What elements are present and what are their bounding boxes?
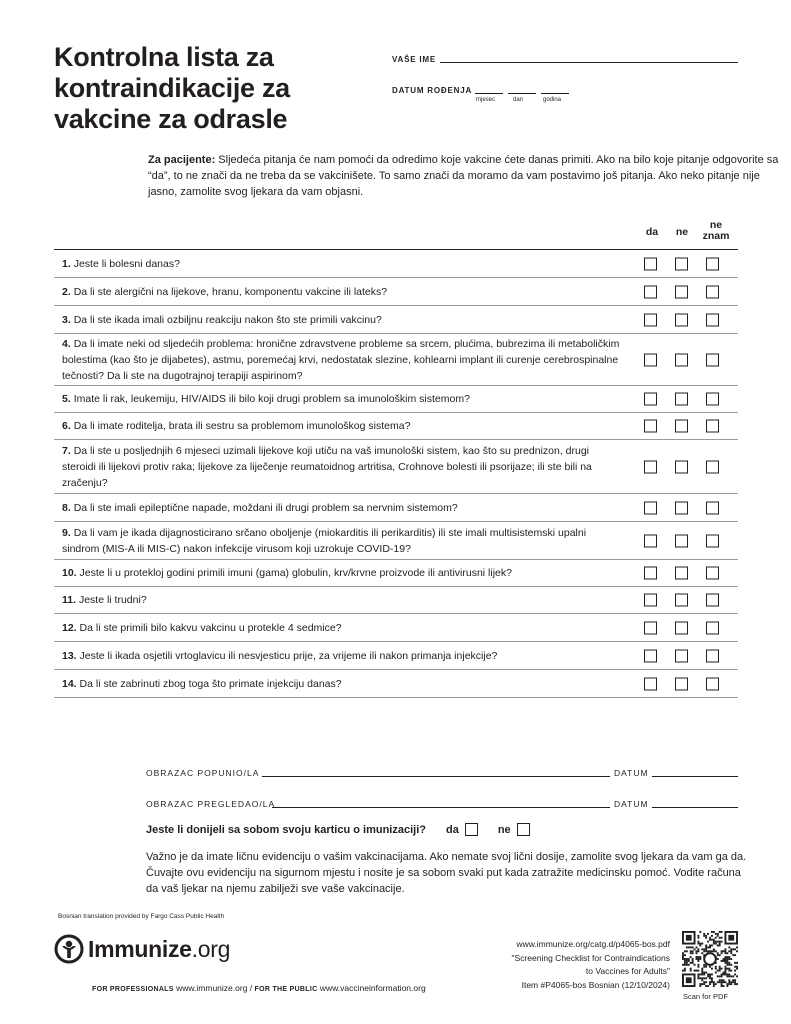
checkbox-yes[interactable] bbox=[644, 420, 657, 433]
answer-checkboxes bbox=[644, 649, 737, 662]
question-text bbox=[54, 525, 624, 557]
checkbox-no[interactable] bbox=[675, 501, 688, 514]
intro-paragraph bbox=[148, 152, 784, 200]
checkbox-unknown[interactable] bbox=[706, 285, 719, 298]
question-body: Da li vam je ikada dijagnosticirano srčano oboljenje (miokarditis ili perikarditis) ili ste imali multisistemski upalni sindrom (MIS-A ili MIS-C) nakon infekcije virusom koji uzrokuje COVID-19? bbox=[62, 526, 587, 555]
checkbox-unknown[interactable] bbox=[706, 257, 719, 270]
filled-date-field[interactable] bbox=[652, 776, 738, 777]
checkbox-yes[interactable] bbox=[644, 353, 657, 366]
question-number: 9. bbox=[62, 526, 71, 539]
checkbox-yes[interactable] bbox=[644, 285, 657, 298]
checkbox-unknown[interactable] bbox=[706, 534, 719, 547]
dob-day-label: dan bbox=[513, 97, 524, 103]
footer-links bbox=[92, 983, 426, 993]
scan-label: Scan for PDF bbox=[683, 992, 729, 1001]
question-text bbox=[54, 284, 624, 300]
checkbox-unknown[interactable] bbox=[706, 594, 719, 607]
checkbox-unknown[interactable] bbox=[706, 621, 719, 634]
pdf-url[interactable]: www.immunize.org/catg.d/p4065-bos.pdf bbox=[516, 939, 670, 949]
question-body: Da li ste zabrinuti zbog toga što primate injekciju danas? bbox=[79, 677, 342, 690]
question-number: 6. bbox=[62, 420, 71, 432]
checkbox-unknown[interactable] bbox=[706, 501, 719, 514]
answer-checkboxes bbox=[644, 534, 737, 547]
checkbox-no[interactable] bbox=[675, 257, 688, 270]
answer-checkboxes bbox=[644, 501, 737, 514]
question-text bbox=[54, 418, 624, 434]
dob-day-field[interactable] bbox=[508, 93, 536, 94]
question-row bbox=[54, 614, 738, 642]
footer-public-link[interactable]: www.vaccineinformation.org bbox=[319, 983, 426, 993]
question-number: 8. bbox=[62, 501, 71, 514]
checkbox-unknown[interactable] bbox=[706, 460, 719, 473]
question-text bbox=[54, 592, 624, 608]
answer-checkboxes bbox=[644, 677, 737, 690]
checkbox-yes[interactable] bbox=[644, 501, 657, 514]
checkbox-no[interactable] bbox=[675, 285, 688, 298]
checkbox-no[interactable] bbox=[675, 594, 688, 607]
checkbox-no[interactable] bbox=[675, 567, 688, 580]
checkbox-yes[interactable] bbox=[644, 567, 657, 580]
question-number: 4. bbox=[62, 337, 71, 350]
checkbox-no[interactable] bbox=[675, 393, 688, 406]
question-text bbox=[54, 500, 624, 516]
reviewed-date-label: DATUM bbox=[614, 799, 649, 809]
question-body: Da li ste alergični na lijekove, hranu, komponentu vakcine ili lateks? bbox=[73, 285, 388, 298]
answer-checkboxes bbox=[644, 353, 737, 366]
question-body: Jeste li bolesni danas? bbox=[73, 257, 180, 270]
checkbox-unknown[interactable] bbox=[706, 567, 719, 580]
dob-label: DATUM ROĐENJA bbox=[392, 86, 473, 95]
question-number: 3. bbox=[62, 313, 71, 326]
checkbox-yes[interactable] bbox=[644, 313, 657, 326]
checkbox-unknown[interactable] bbox=[706, 313, 719, 326]
question-row bbox=[54, 522, 738, 560]
dob-year-label: godina bbox=[543, 97, 562, 103]
questions-table bbox=[54, 249, 738, 698]
intro-lead: Za pacijente: bbox=[148, 154, 216, 166]
question-row bbox=[54, 278, 738, 306]
question-body: Jeste li ikada osjetili vrtoglavicu ili nesvjesticu prije, za vrijeme ili nakon primanja injekcije? bbox=[79, 649, 498, 662]
column-yes: da bbox=[645, 226, 659, 238]
footer-public-label: FOR THE PUBLIC bbox=[254, 986, 318, 993]
checkbox-no[interactable] bbox=[675, 621, 688, 634]
dob-month-field[interactable] bbox=[475, 93, 503, 94]
card-yes-checkbox[interactable] bbox=[465, 823, 478, 836]
filled-date-label: DATUM bbox=[614, 768, 649, 778]
checkbox-yes[interactable] bbox=[644, 677, 657, 690]
name-field[interactable] bbox=[440, 62, 738, 63]
filled-by-label: OBRAZAC POPUNIO/LA bbox=[146, 768, 260, 778]
card-question-text: Jeste li donijeli sa sobom svoju karticu o imunizaciji? bbox=[146, 823, 426, 836]
footer-pro-link[interactable]: www.immunize.org bbox=[176, 983, 248, 993]
answer-checkboxes bbox=[644, 621, 737, 634]
intro-text: Sljedeća pitanja će nam pomoći da odredimo koje vakcine ćete danas primiti. Ako na bilo koje pitanje odgovorite sa “da”, to ne znači da ne treba da se vakcinišete. To samo znači da moramo da vam postavimo još pitanja. Ako neko pitanje nije jasno, zamolite svog ljekara da vam objasni. bbox=[148, 154, 779, 198]
checkbox-unknown[interactable] bbox=[706, 677, 719, 690]
question-body: Da li ste primili bilo kakvu vakcinu u protekle 4 sedmice? bbox=[79, 621, 342, 634]
immunize-logo bbox=[54, 934, 230, 964]
question-number: 2. bbox=[62, 285, 71, 298]
immunize-logo-icon bbox=[54, 934, 84, 964]
answer-checkboxes bbox=[644, 313, 737, 326]
question-row bbox=[54, 306, 738, 334]
checkbox-unknown[interactable] bbox=[706, 420, 719, 433]
pdf-title-line2: to Vaccines for Adults" bbox=[585, 966, 670, 976]
question-number: 11. bbox=[62, 594, 77, 606]
column-no: ne bbox=[675, 226, 689, 238]
question-body: Da li ste u posljednjih 6 mjeseci uzimali lijekove koji utiču na vaš imunološki sistem, kao što su prednizon, drugi steroidi ili lijekovi protiv raka; lijekove za liječenje reumatoidnog artritisa, Crohnove bolesti ili psorijaze; ili ste bili na zračenju? bbox=[62, 444, 592, 489]
question-row bbox=[54, 250, 738, 278]
dob-year-field[interactable] bbox=[541, 93, 569, 94]
answer-checkboxes bbox=[644, 567, 737, 580]
question-number: 14. bbox=[62, 677, 77, 690]
question-number: 12. bbox=[62, 621, 77, 634]
checkbox-no[interactable] bbox=[675, 353, 688, 366]
pdf-info bbox=[410, 938, 670, 992]
checkbox-unknown[interactable] bbox=[706, 353, 719, 366]
question-body: Da li ste imali epileptične napade, moždani ili drugi problem sa nervnim sistemom? bbox=[73, 501, 458, 514]
answer-checkboxes bbox=[644, 460, 737, 473]
card-no-label: ne bbox=[497, 823, 511, 836]
checkbox-yes[interactable] bbox=[644, 257, 657, 270]
checkbox-yes[interactable] bbox=[644, 393, 657, 406]
page-title: Kontrolna lista za kontraindikacije za vakcine za odrasle bbox=[54, 42, 290, 134]
question-body: Imate li rak, leukemiju, HIV/AIDS ili bilo koji drugi problem sa imunološkim sistemom? bbox=[73, 393, 470, 405]
column-unknown: ne znam bbox=[702, 219, 730, 242]
checkbox-no[interactable] bbox=[675, 420, 688, 433]
checkbox-no[interactable] bbox=[675, 313, 688, 326]
translation-credit: Bosnian translation provided by Fargo Cass Public Health bbox=[58, 913, 225, 920]
question-text bbox=[54, 565, 624, 581]
question-body: Jeste li trudni? bbox=[78, 594, 147, 606]
answer-checkboxes bbox=[644, 257, 737, 270]
question-number: 1. bbox=[62, 257, 71, 270]
answer-checkboxes bbox=[644, 393, 737, 406]
dob-month-label: mjesec bbox=[476, 97, 496, 103]
qr-code-icon[interactable] bbox=[682, 931, 738, 987]
answer-checkboxes bbox=[644, 420, 737, 433]
question-row bbox=[54, 642, 738, 670]
checkbox-yes[interactable] bbox=[644, 621, 657, 634]
checkbox-yes[interactable] bbox=[644, 460, 657, 473]
question-number: 7. bbox=[62, 444, 71, 457]
footer-pro-label: FOR PROFESSIONALS bbox=[92, 986, 174, 993]
checkbox-unknown[interactable] bbox=[706, 649, 719, 662]
checkbox-no[interactable] bbox=[675, 460, 688, 473]
question-number: 10. bbox=[62, 567, 77, 579]
pdf-title-line1: "Screening Checklist for Contraindications bbox=[511, 952, 670, 963]
question-row bbox=[54, 386, 738, 413]
question-text bbox=[54, 312, 624, 328]
card-question bbox=[146, 823, 530, 836]
question-body: Da li imate roditelja, brata ili sestru sa problemom imunološkog sistema? bbox=[73, 420, 411, 432]
answer-checkboxes bbox=[644, 594, 737, 607]
question-text bbox=[54, 336, 624, 384]
checkbox-yes[interactable] bbox=[644, 594, 657, 607]
question-number: 5. bbox=[62, 393, 71, 405]
question-body: Da li imate neki od sljedećih problema: hronične zdravstvene probleme sa srcem, plućima, bubrezima ili metaboličkim bolestima (kao što je dijabetes), astmu, poremećaj krvi, nedostatak slezine, kohlearni implant ili curenje cerebrospinalne tečnosti? Da li ste na dugotrajnoj terapiji aspirinom? bbox=[62, 337, 620, 382]
footer-separator: / bbox=[249, 983, 253, 993]
question-text bbox=[54, 443, 624, 491]
reviewed-date-field[interactable] bbox=[652, 807, 738, 808]
logo-suffix: .org bbox=[191, 935, 231, 962]
question-text bbox=[54, 391, 624, 407]
name-label: VAŠE IME bbox=[392, 55, 437, 64]
checkbox-no[interactable] bbox=[675, 677, 688, 690]
checkbox-yes[interactable] bbox=[644, 534, 657, 547]
question-body: Da li ste ikada imali ozbiljnu reakciju nakon što ste primili vakcinu? bbox=[73, 313, 382, 326]
answer-checkboxes bbox=[644, 285, 737, 298]
reviewed-by-field[interactable] bbox=[272, 807, 610, 808]
question-row bbox=[54, 440, 738, 494]
logo-name: Immunize bbox=[88, 935, 192, 962]
card-yes-label: da bbox=[445, 823, 459, 836]
question-text bbox=[54, 620, 624, 636]
checkbox-unknown[interactable] bbox=[706, 393, 719, 406]
question-row bbox=[54, 334, 738, 386]
pdf-item: Item #P4065-bos Bosnian (12/10/2024) bbox=[521, 979, 670, 990]
question-row bbox=[54, 413, 738, 440]
card-no-checkbox[interactable] bbox=[517, 823, 530, 836]
question-row bbox=[54, 587, 738, 614]
checkbox-no[interactable] bbox=[675, 534, 688, 547]
question-row bbox=[54, 494, 738, 522]
question-row bbox=[54, 560, 738, 587]
question-text bbox=[54, 648, 624, 664]
question-body: Jeste li u protekloj godini primili imuni (gama) globulin, krv/krvne proizvode ili antivirusni lijek? bbox=[79, 567, 512, 579]
question-row bbox=[54, 670, 738, 698]
checkbox-yes[interactable] bbox=[644, 649, 657, 662]
reviewed-by-label: OBRAZAC PREGLEDAO/LA bbox=[146, 799, 276, 809]
filled-by-field[interactable] bbox=[262, 776, 610, 777]
question-text bbox=[54, 256, 624, 272]
checkbox-no[interactable] bbox=[675, 649, 688, 662]
records-note: Važno je da imate ličnu evidenciju o vašim vakcinacijama. Ako nemate svoj lični dosije, zamolite svog ljekara da vam ga da. Čuvajte ovu evidenciju na sigurnom mjestu i nosite je sa sobom svaki put kada zatražite medicinsku pomoć. Vodite računa da vaš ljekar na njemu zabilježi sve vaše vakcinacije. bbox=[146, 851, 747, 895]
question-text bbox=[54, 676, 624, 692]
question-number: 13. bbox=[62, 649, 77, 662]
